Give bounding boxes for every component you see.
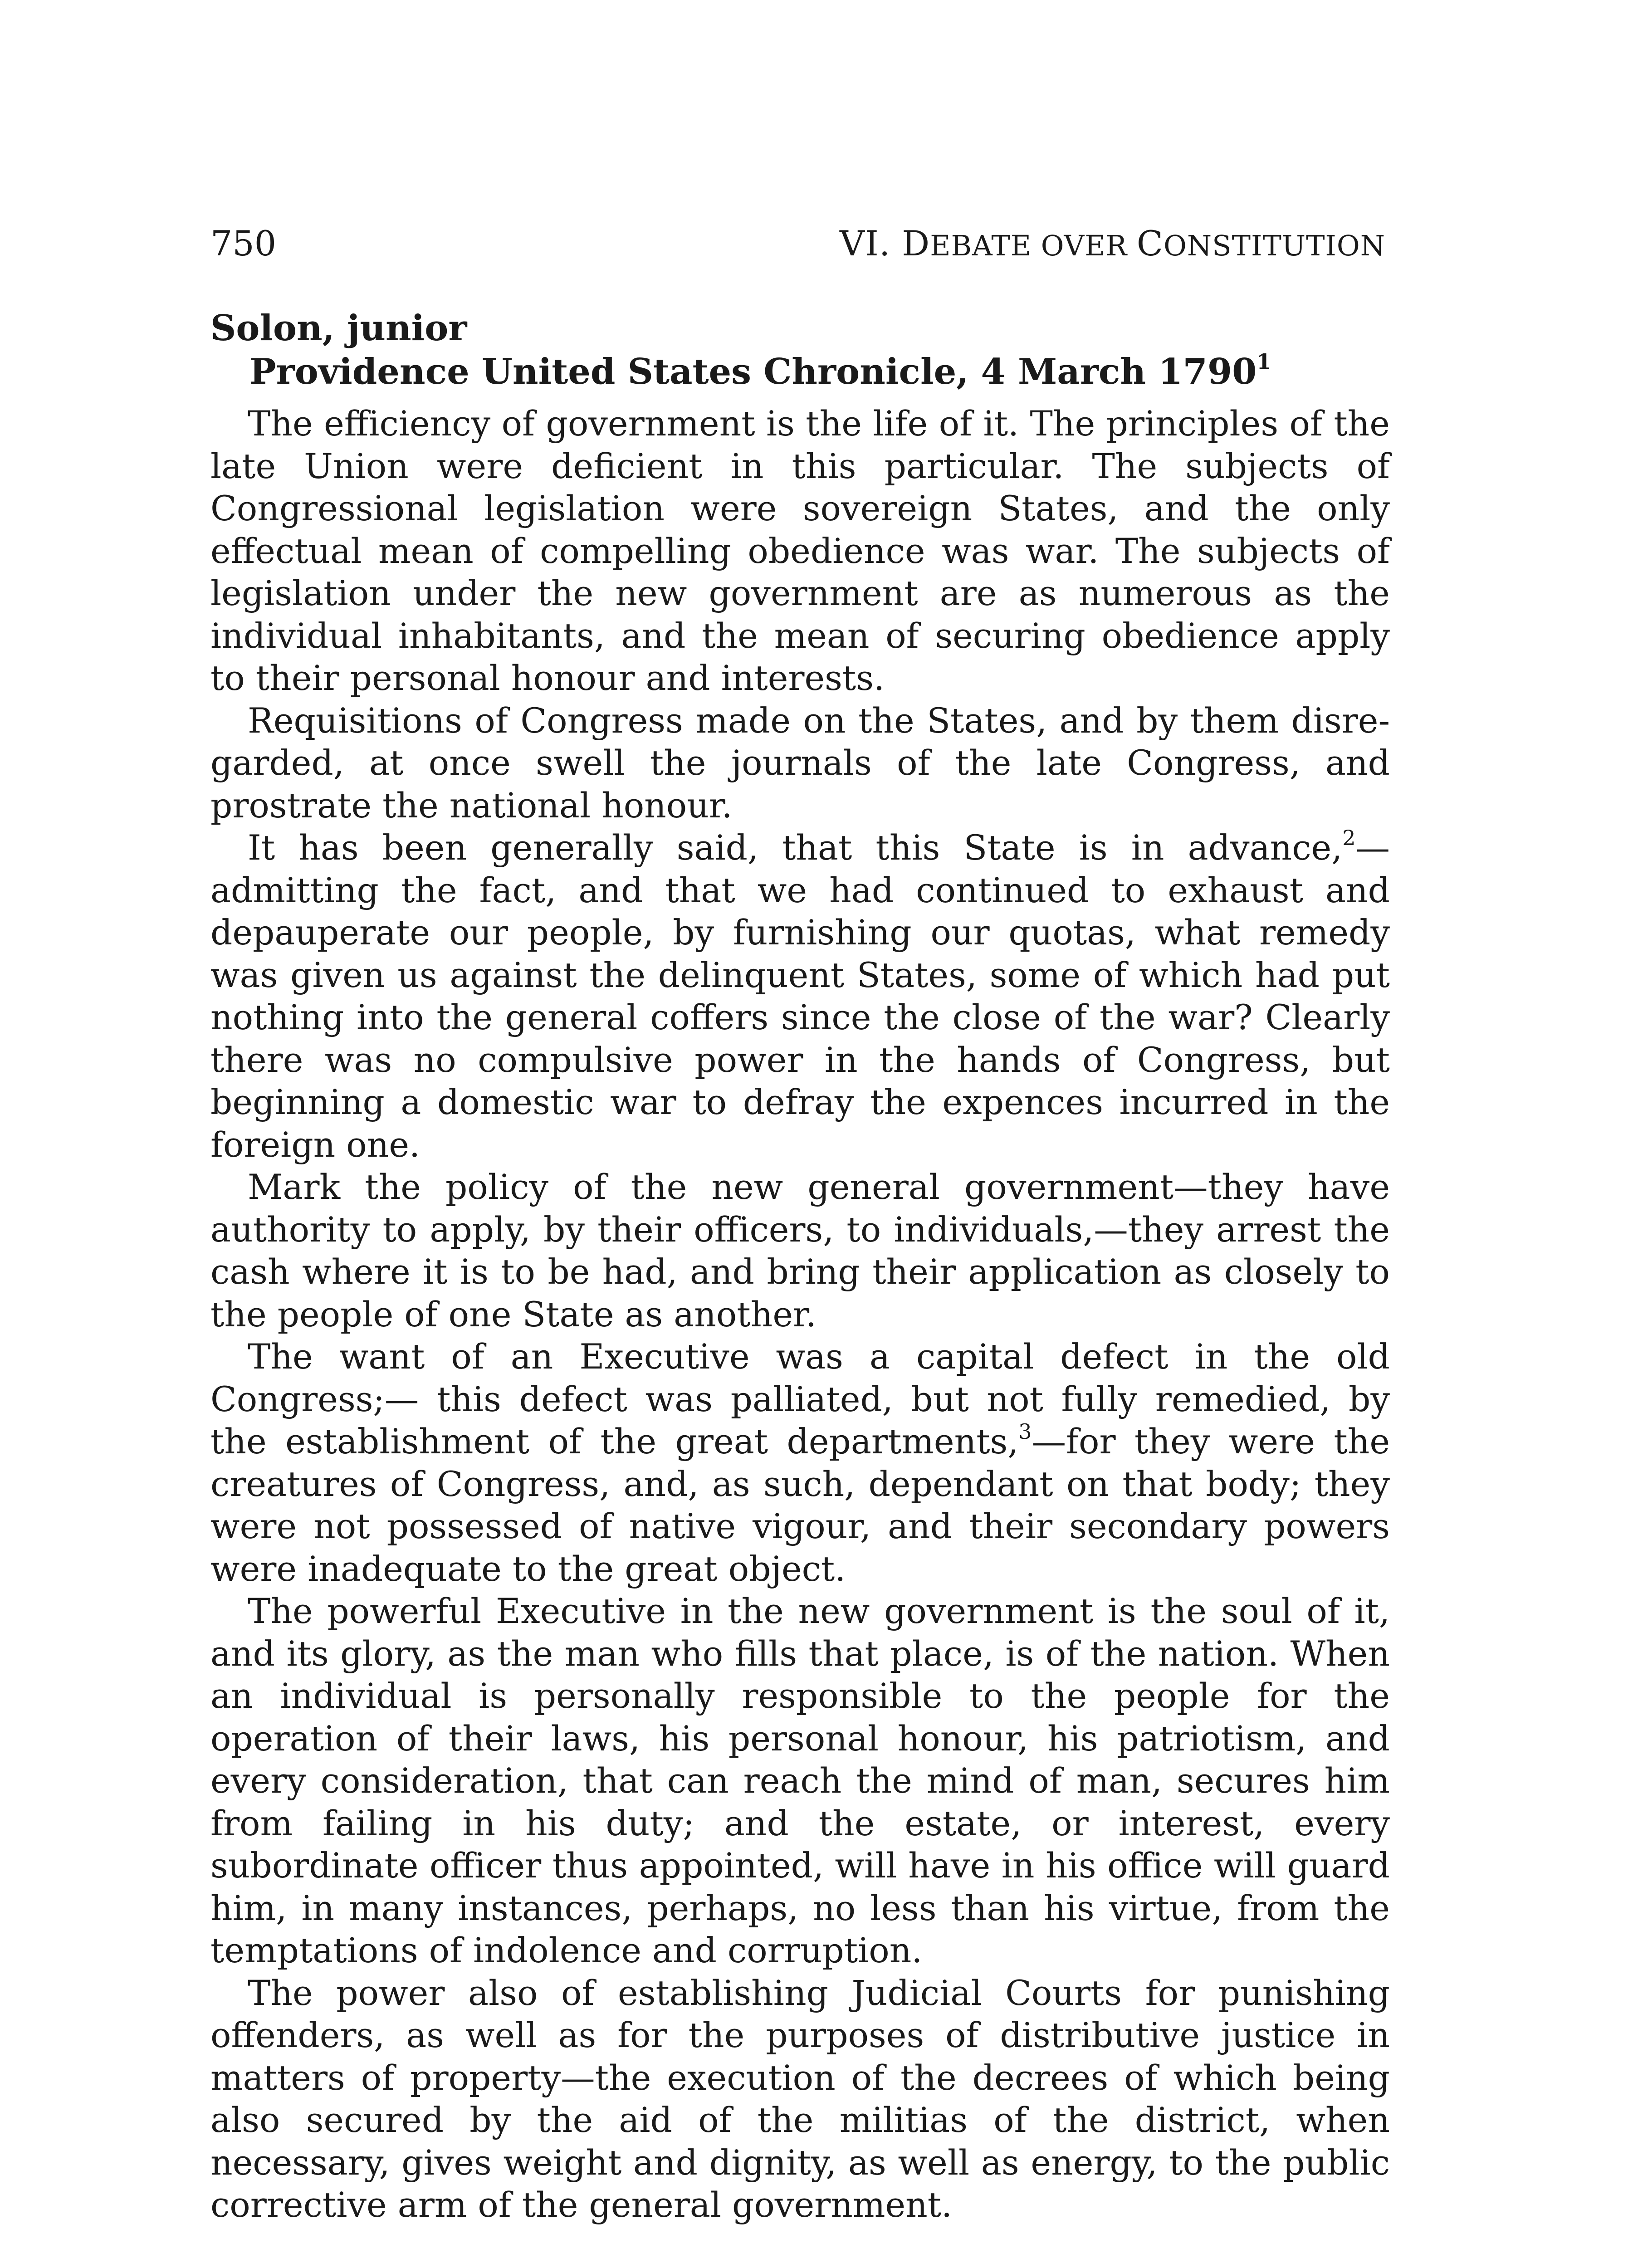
paragraph-3-part-b: —admitting the fact, and that we had continued to exhaust and depauperate our people, by furnishing our quotas, what remedy was given us against the delinquent States, some of which had put nothing into the general coffers since the close of the war? Clearly there was no compulsive power in the hands of Congress, but beginning a domestic war to defray the expences incurred in the foreign one. bbox=[210, 828, 1390, 1165]
footnote-ref-2: 2 bbox=[1342, 825, 1356, 850]
section-title-word-3: ONSTITUTION bbox=[1164, 229, 1385, 262]
paragraph-2: Requisitions of Congress made on the States, and by them disregarded, at once swell the journals of the late Congress, and prostrate the national honour. bbox=[210, 700, 1390, 826]
paragraph-1: The efficiency of government is the life of it. The principles of the late Union were deficient in this particular. The subjects of Congressional legislation were sovereign States, and the only effectual mean of compelling obedience was war. The subjects of legislation under the new government are as numerous as the individual inhabitants, and the mean of securing obedience apply to their personal honour and interests. bbox=[210, 404, 1390, 698]
running-head bbox=[210, 219, 1385, 269]
paragraph-6: The powerful Executive in the new government is the soul of it, and its glory, as the man who fills that place, is of the nation. When an individual is personally responsible to the people for the operation of their laws, his personal honour, his patriotism, and every consideration, that can reach the mind of man, secures him from failing in his duty; and the estate, or interest, every subordinate officer thus appointed, will have in his office will guard him, in many instances, perhaps, no less than his virtue, from the temptations of indolence and corruption. bbox=[210, 1591, 1390, 1970]
paragraph-3 bbox=[210, 827, 1390, 1166]
footnote-ref-1: 1 bbox=[1257, 349, 1271, 374]
paragraph-5 bbox=[210, 1336, 1390, 1590]
paragraph-4: Mark the policy of the new general government—they have authority to apply, by their officers, to individuals,—they arrest the cash where it is to be had, and bring their application as closely to the people of one State as another. bbox=[210, 1167, 1390, 1334]
document-source bbox=[210, 350, 1399, 394]
document-header bbox=[210, 307, 1399, 394]
paragraph-3-part-a: It has been generally said, that this State is in advance, bbox=[248, 828, 1343, 868]
section-title-word-2: OVER bbox=[1032, 229, 1137, 262]
footnote-ref-3: 3 bbox=[1018, 1419, 1032, 1444]
section-title-word-1: EBATE bbox=[930, 229, 1032, 262]
section-title bbox=[840, 219, 1385, 271]
section-title-initial: C bbox=[1136, 223, 1164, 264]
document-source-text: Providence United States Chronicle, 4 March 1790 bbox=[249, 351, 1257, 392]
paragraph-5-part-a: The want of an Executive was a capital defect in the old Congress;— this defect was palliated, but not fully remedied, by the establishment of the great departments, bbox=[210, 1337, 1390, 1461]
paragraph-5-part-b: —for they were the creatures of Congress, and, as such, dependant on that body; they were not possessed of native vigour, and their secondary powers were inadequate to the great object. bbox=[210, 1422, 1390, 1589]
document-author: Solon, junior bbox=[210, 308, 467, 349]
document-body bbox=[210, 403, 1390, 2227]
section-title-prefix: VI. D bbox=[840, 223, 930, 264]
page-number: 750 bbox=[210, 223, 277, 264]
paragraph-7: The power also of establishing Judicial Courts for punishing offenders, as well as for the purposes of distributive justice in matters of property—the execution of the decrees of which being also secured by the aid of the militias of the district, when necessary, gives weight and dignity, as well as energy, to the public corrective arm of the general government. bbox=[210, 1973, 1390, 2225]
